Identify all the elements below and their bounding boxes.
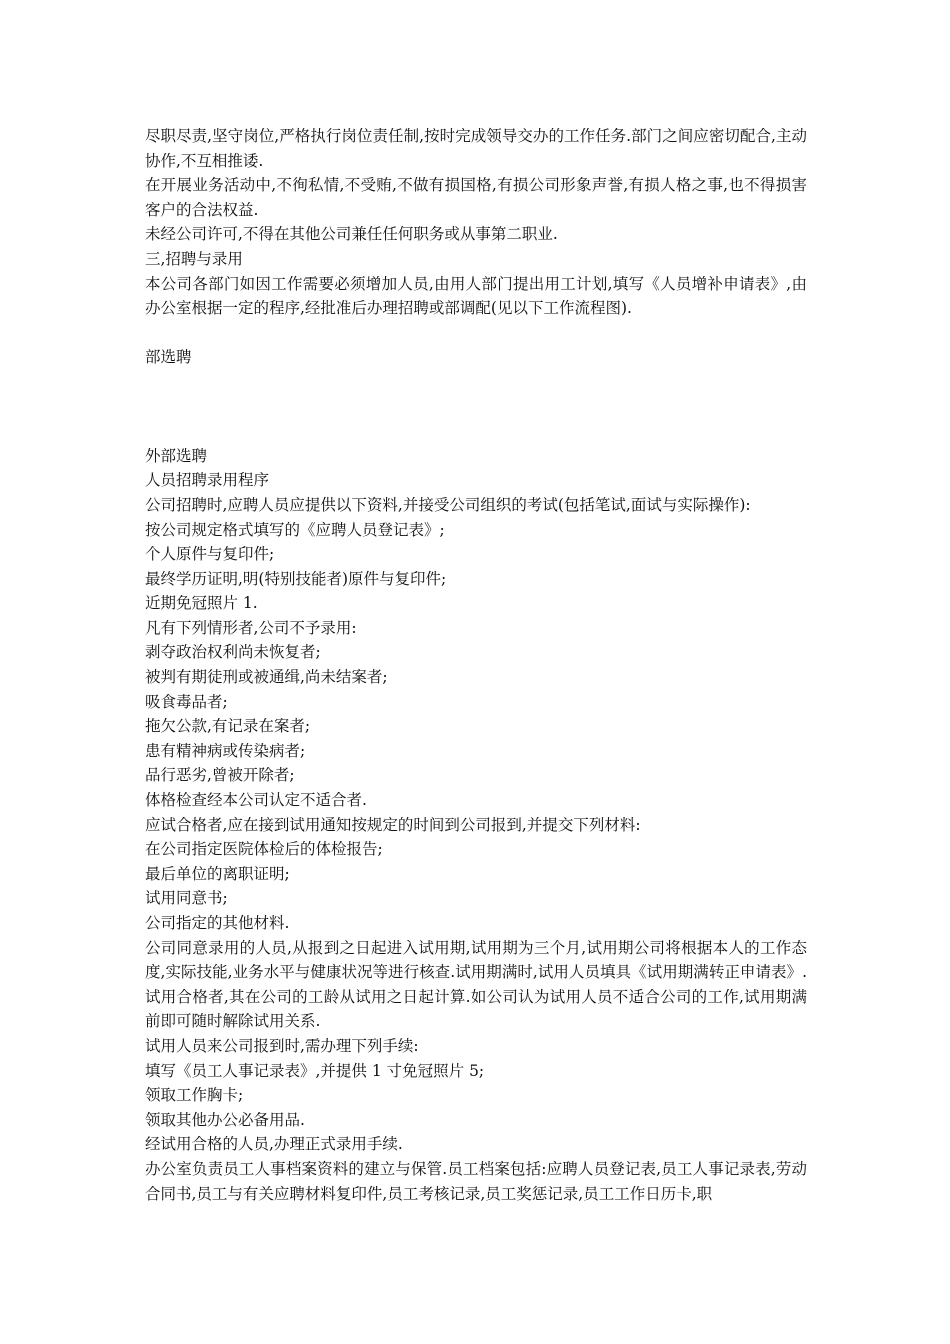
list-item: 领取其他办公必备用品. — [145, 1110, 305, 1129]
flow-label-internal: 部选聘 — [145, 348, 192, 367]
list-item: 患有精神病或传染病者; — [145, 741, 306, 760]
paragraph-formal-hire: 经试用合格的人员,办理正式录用手续. — [145, 1135, 403, 1154]
paragraph-onboarding-intro: 试用人员来公司报到时,需办理下列手续: — [145, 1036, 419, 1055]
list-item: 剥夺政治权利尚未恢复者; — [145, 643, 321, 662]
list-item: 最后单位的离职证明; — [145, 864, 290, 883]
paragraph-no-second-job: 未经公司许可,不得在其他公司兼任任何职务或从事第二职业. — [145, 225, 558, 244]
blank-space — [145, 370, 807, 444]
flow-label-external: 外部选聘 — [145, 446, 208, 465]
paragraph-report-intro: 应试合格者,应在接到试用通知按规定的时间到公司报到,并提交下列材料: — [145, 815, 641, 834]
paragraph-duty: 尽职尽责,坚守岗位,严格执行岗位责任制,按时完成领导交办的工作任务.部门之间应密切配合,主动协作,不互相推诿. — [145, 127, 807, 170]
list-item: 按公司规定格式填写的《应聘人员登记表》; — [145, 520, 445, 539]
subheading-procedure: 人员招聘录用程序 — [145, 471, 270, 490]
list-item: 吸食毒品者; — [145, 692, 228, 711]
paragraph-rejection-intro: 凡有下列情形者,公司不予录用: — [145, 618, 357, 637]
list-item: 拖欠公款,有记录在案者; — [145, 717, 311, 736]
paragraph-personnel-files: 办公室负责员工人事档案资料的建立与保管.员工档案包括:应聘人员登记表,员工人事记录表,劳动合同书,员工与有关应聘材料复印件,员工考核记录,员工奖惩记录,员工工作日历卡,职 — [145, 1159, 807, 1203]
list-item: 公司指定的其他材料. — [145, 914, 290, 933]
paragraph-materials-intro: 公司招聘时,应聘人员应提供以下资料,并接受公司组织的考试(包括笔试,面试与实际操作): — [145, 495, 751, 514]
paragraph-integrity: 在开展业务活动中,不徇私情,不受贿,不做有损国格,有损公司形象声誉,有损人格之事,也不得损害客户的合法权益. — [145, 176, 807, 219]
paragraph-probation: 公司同意录用的人员,从报到之日起进入试用期,试用期为三个月,试用期公司将根据本人的工作态度,实际技能,业务水平与健康状况等进行核查.试用期满时,试用人员填具《试用期满转正申请表》.试用合格者,其在公司的工龄从试用之日起计算.如公司认为试用人员不适合公司的工作,试用期满前即可随时解除试用关系. — [145, 938, 807, 1031]
list-item: 近期免冠照片 1. — [145, 594, 258, 613]
list-item: 在公司指定医院体检后的体检报告; — [145, 840, 383, 859]
list-item: 填写《员工人事记录表》,并提供 1 寸免冠照片 5; — [145, 1061, 485, 1080]
list-item: 领取工作胸卡; — [145, 1086, 244, 1105]
list-item: 个人原件与复印件; — [145, 545, 275, 564]
list-item: 被判有期徒刑或被通缉,尚未结案者; — [145, 668, 388, 687]
list-item: 体格检查经本公司认定不适合者. — [145, 791, 367, 810]
blank-line — [145, 321, 807, 346]
section-heading-recruitment: 三,招聘与录用 — [145, 249, 243, 268]
list-item: 品行恶劣,曾被开除者; — [145, 766, 295, 785]
list-item: 最终学历证明,明(特别技能者)原件与复印件; — [145, 569, 447, 588]
document-body — [145, 124, 807, 1206]
list-item: 试用同意书; — [145, 889, 228, 908]
paragraph-staffing-request: 本公司各部门如因工作需要必须增加人员,由用人部门提出用工计划,填写《人员增补申请表》,由办公室根据一定的程序,经批准后办理招聘或部调配(见以下工作流程图). — [145, 274, 807, 318]
